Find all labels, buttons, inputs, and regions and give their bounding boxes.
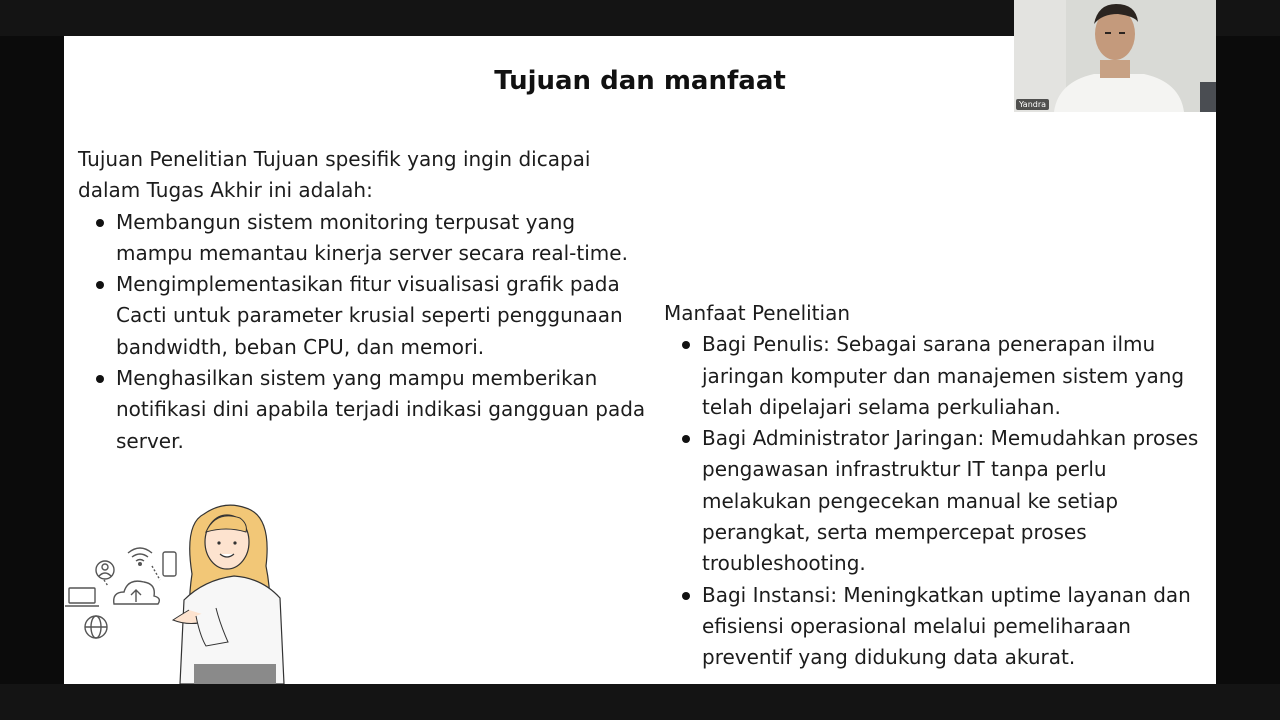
manfaat-item: Bagi Administrator Jaringan: Memudahkan proses pengawasan infrastruktur IT tanpa perlu melakukan pengecekan manual ke setiap perangkat, serta mempercepat proses troubleshooting. <box>702 423 1214 579</box>
manfaat-item: Bagi Instansi: Meningkatkan uptime layanan dan efisiensi operasional melalui pemeliharaan preventif yang didukung data akurat. <box>702 580 1214 674</box>
woman-tech-illustration <box>64 496 294 684</box>
participant-video <box>1014 0 1216 112</box>
laptop-icon <box>65 588 99 606</box>
tujuan-intro: Tujuan Penelitian Tujuan spesifik yang ingin dicapai dalam Tugas Akhir ini adalah: <box>78 147 591 203</box>
phone-icon <box>163 552 176 576</box>
cloud-upload-icon <box>114 581 160 604</box>
participant-name: Yandra <box>1016 99 1049 110</box>
participant-video-tile[interactable] <box>1014 0 1216 112</box>
tujuan-list <box>78 207 658 457</box>
presentation-slide <box>64 36 1216 684</box>
tujuan-item: Menghasilkan sistem yang mampu memberikan notifikasi dini apabila terjadi indikasi gangguan pada server. <box>116 363 658 457</box>
tujuan-section <box>78 144 658 457</box>
manfaat-section <box>664 298 1214 674</box>
slide-title: Tujuan dan manfaat <box>494 66 786 96</box>
wifi-icon <box>128 548 152 565</box>
manfaat-heading: Manfaat Penelitian <box>664 301 851 325</box>
tujuan-item: Mengimplementasikan fitur visualisasi grafik pada Cacti untuk parameter krusial seperti penggunaan bandwidth, beban CPU, dan memori. <box>116 269 658 363</box>
tujuan-item: Membangun sistem monitoring terpusat yang mampu memantau kinerja server secara real-time. <box>116 207 658 270</box>
meeting-bottom-bar <box>0 684 1280 720</box>
woman-figure <box>173 505 284 684</box>
manfaat-list <box>664 329 1214 673</box>
user-icon <box>96 561 114 579</box>
globe-icon <box>85 616 107 638</box>
manfaat-item: Bagi Penulis: Sebagai sarana penerapan ilmu jaringan komputer dan manajemen sistem yang telah dipelajari selama perkuliahan. <box>702 329 1214 423</box>
